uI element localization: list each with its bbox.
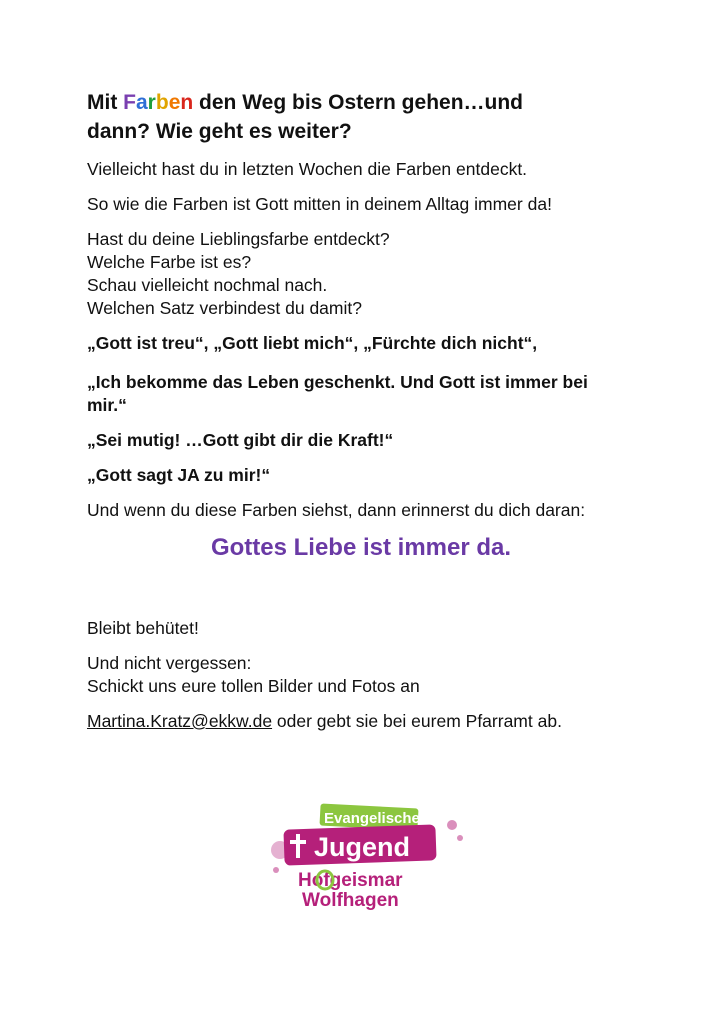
contact-line: [87, 710, 647, 733]
reminder: [87, 652, 647, 698]
letter-f: F: [123, 91, 136, 114]
letter-a: a: [135, 91, 148, 114]
logo-text-line4: Wolfhagen: [302, 890, 399, 911]
colored-word: [123, 91, 193, 114]
quote-1: „Gott ist treu“, „Gott liebt mich“, „Fürchte dich nicht“,: [87, 333, 538, 353]
reminder-line1: Und nicht vergessen:: [87, 653, 252, 673]
paragraph-3: Und wenn du diese Farben siehst, dann erinnerst du dich daran:: [87, 500, 586, 520]
paragraph-2: So wie die Farben ist Gott mitten in deinem Alltag immer da!: [87, 194, 552, 214]
reminder-line2: Schickt uns eure tollen Bilder und Fotos an: [87, 676, 420, 696]
page-title: [87, 88, 647, 146]
title-prefix: Mit: [87, 91, 124, 114]
quote-4: „Gott sagt JA zu mir!“: [87, 465, 271, 485]
question: Schau vielleicht nochmal nach.: [87, 275, 328, 295]
letter-e: e: [168, 91, 181, 114]
farewell: Bleibt behütet!: [87, 618, 199, 638]
contact-suffix: oder gebt sie bei eurem Pfarramt ab.: [272, 711, 562, 731]
logo-text-line3: Hofgeismar: [298, 870, 403, 891]
logo-text-line2: Jugend: [314, 832, 411, 862]
evangelische-jugend-logo: [262, 800, 472, 920]
questions-block: [87, 228, 647, 320]
title-suffix: den Weg bis Ostern gehen…und: [193, 91, 524, 114]
paragraph-1: Vielleicht hast du in letzten Wochen die Farben entdeckt.: [87, 159, 528, 179]
question: Welchen Satz verbindest du damit?: [87, 298, 362, 318]
document-body: [87, 88, 647, 745]
logo-text-line1: Evangelische: [324, 810, 420, 827]
letter-b: b: [155, 91, 169, 114]
question: Welche Farbe ist es?: [87, 252, 252, 272]
title-line2: dann? Wie geht es weiter?: [87, 120, 352, 143]
quote-2-line1: „Ich bekomme das Leben geschenkt. Und Gott ist immer bei: [87, 372, 588, 392]
quote-2-line2: mir.“: [87, 395, 127, 415]
email-link[interactable]: Martina.Kratz@ekkw.de: [87, 711, 273, 731]
highlight-statement: Gottes Liebe ist immer da.: [210, 534, 512, 561]
quote-3: „Sei mutig! …Gott gibt dir die Kraft!“: [87, 430, 394, 450]
question: Hast du deine Lieblingsfarbe entdeckt?: [87, 229, 390, 249]
letter-n: n: [180, 91, 194, 114]
letter-r: r: [147, 91, 156, 114]
quote-2: [87, 371, 647, 417]
